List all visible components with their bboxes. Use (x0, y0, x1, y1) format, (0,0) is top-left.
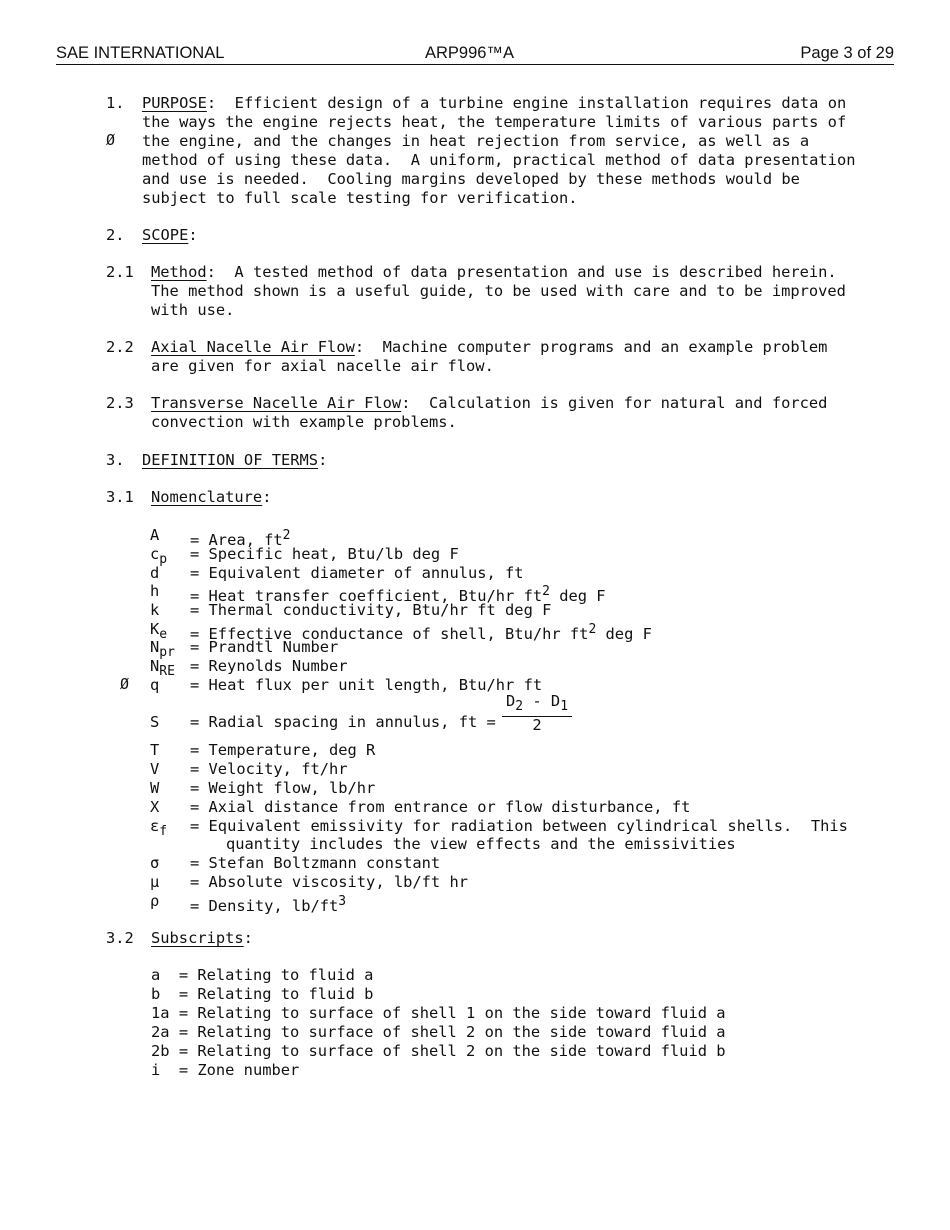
header-doc-id: ARP996™A (425, 44, 514, 62)
nomenclature-symbol: ρ (150, 892, 160, 910)
axial-line-2: are given for axial nacelle air flow. (151, 357, 494, 375)
section-number: 3. (106, 451, 125, 469)
section-number: 2.3 (106, 394, 134, 412)
nomenclature-symbol: T (150, 741, 160, 759)
nomenclature-definition: = Radial spacing in annulus, ft = (190, 713, 496, 731)
nomenclature-definition: = Area, $ft^2$ (190, 528, 291, 549)
section-number: 2.2 (106, 338, 134, 356)
nomenclature-symbol: $N_{pr}$ (150, 638, 175, 660)
nomenclature-symbol: X (150, 798, 160, 816)
subscripts-heading-line: Subscripts: (151, 929, 253, 947)
nomenclature-symbol: σ (150, 854, 160, 872)
subscripts-heading: Subscripts (151, 929, 244, 947)
nomenclature-definition: = Equivalent emissivity for radiation between cylindrical shells. This (190, 817, 848, 835)
nomenclature-definition: = Prandtl Number (190, 638, 339, 656)
nomenclature-symbol: h (150, 582, 160, 600)
radial-spacing-fraction (502, 693, 572, 734)
purpose-heading: PURPOSE (142, 94, 207, 112)
nomenclature-definition: = Thermal conductivity, Btu/hr ft deg F (190, 601, 552, 619)
nomenclature-definition: = Heat flux per unit length, Btu/hr ft (190, 676, 543, 694)
nomenclature-definition: = Absolute viscosity, lb/ft hr (190, 873, 468, 891)
nomenclature-symbol: S (150, 713, 160, 731)
nomenclature-symbol: d (150, 564, 160, 582)
nomenclature-heading-line: Nomenclature: (151, 488, 272, 506)
subscript-entry: b = Relating to fluid b (151, 985, 374, 1003)
nomenclature-symbol: $K_e$ (150, 620, 168, 642)
transverse-heading: Transverse Nacelle Air Flow (151, 394, 402, 412)
subscript-entry: 2a = Relating to surface of shell 2 on the side toward fluid a (151, 1023, 726, 1041)
definitions-heading-line: DEFINITION OF TERMS: (142, 451, 328, 469)
scope-heading-line: SCOPE: (142, 226, 198, 244)
nomenclature-symbol: A (150, 526, 160, 544)
nomenclature-definition: = Axial distance from entrance or flow disturbance, ft (190, 798, 691, 816)
nomenclature-heading: Nomenclature (151, 488, 263, 506)
nomenclature-definition: = Specific heat, Btu/lb deg F (190, 545, 459, 563)
purpose-line-3: the engine, and the changes in heat rejection from service, as well as a (142, 132, 810, 150)
section-number: 3.1 (106, 488, 134, 506)
nomenclature-definition: = Effective conductance of shell, Btu/hr $ft^2$ deg F (190, 622, 652, 643)
nomenclature-symbol: $c_p$ (150, 545, 168, 567)
nomenclature-definition: = Velocity, ft/hr (190, 760, 348, 778)
section-number: 2. (106, 226, 125, 244)
nomenclature-definition: = Stefan Boltzmann constant (190, 854, 441, 872)
scope-heading: SCOPE (142, 226, 189, 244)
section-number: 1. (106, 94, 125, 112)
definitions-heading: DEFINITION OF TERMS (142, 451, 319, 469)
emissivity-continuation: quantity includes the view effects and the emissivities (226, 835, 736, 853)
method-line-2: The method shown is a useful guide, to be used with care and to be improved (151, 282, 846, 300)
change-mark: Ø (106, 131, 116, 149)
change-mark: Ø (120, 675, 130, 693)
purpose-line-2: the ways the engine rejects heat, the temperature limits of various parts of (142, 113, 847, 131)
transverse-line-1: Transverse Nacelle Air Flow: Calculation is given for natural and forced (151, 394, 828, 412)
fraction-denominator: 2 (532, 716, 542, 734)
purpose-line-1: PURPOSE: Efficient design of a turbine engine installation requires data on (142, 94, 847, 112)
purpose-line-4: method of using these data. A uniform, practical method of data presentation (142, 151, 856, 169)
header-page-number: Page 3 of 29 (800, 44, 894, 62)
header-org: SAE INTERNATIONAL (56, 44, 225, 62)
subscript-entry: a = Relating to fluid a (151, 966, 374, 984)
nomenclature-definition: = Heat transfer coefficient, Btu/hr $ft^2$ deg F (190, 584, 606, 605)
nomenclature-symbol: q (150, 676, 160, 694)
nomenclature-symbol: V (150, 760, 160, 778)
nomenclature-symbol: $N_{RE}$ (150, 657, 175, 679)
axial-line-1: Axial Nacelle Air Flow: Machine computer programs and an example problem (151, 338, 828, 356)
nomenclature-definition: = Reynolds Number (190, 657, 348, 675)
nomenclature-symbol: W (150, 779, 160, 797)
nomenclature-definition: = Weight flow, lb/hr (190, 779, 376, 797)
method-line-3: with use. (151, 301, 235, 319)
method-line-1: Method: A tested method of data presentation and use is described herein. (151, 263, 837, 281)
nomenclature-symbol: k (150, 601, 160, 619)
subscript-entry: i = Zone number (151, 1061, 300, 1079)
method-heading: Method (151, 263, 207, 281)
fraction-numerator: $D_2 - D_1$ (505, 692, 569, 714)
purpose-line-6: subject to full scale testing for verification. (142, 189, 578, 207)
nomenclature-definition: = Temperature, deg R (190, 741, 376, 759)
section-number: 2.1 (106, 263, 134, 281)
subscript-entry: 2b = Relating to surface of shell 2 on the side toward fluid b (151, 1042, 726, 1060)
nomenclature-definition: = Density, $lb/ft^3$ (190, 894, 347, 915)
axial-heading: Axial Nacelle Air Flow (151, 338, 355, 356)
subscript-entry: 1a = Relating to surface of shell 1 on the side toward fluid a (151, 1004, 726, 1022)
nomenclature-definition: = Equivalent diameter of annulus, ft (190, 564, 524, 582)
purpose-line-5: and use is needed. Cooling margins developed by these methods would be (142, 170, 800, 188)
nomenclature-symbol: $\varepsilon_f$ (150, 817, 168, 839)
transverse-line-2: convection with example problems. (151, 413, 457, 431)
section-number: 3.2 (106, 929, 134, 947)
nomenclature-symbol: μ (150, 873, 160, 891)
